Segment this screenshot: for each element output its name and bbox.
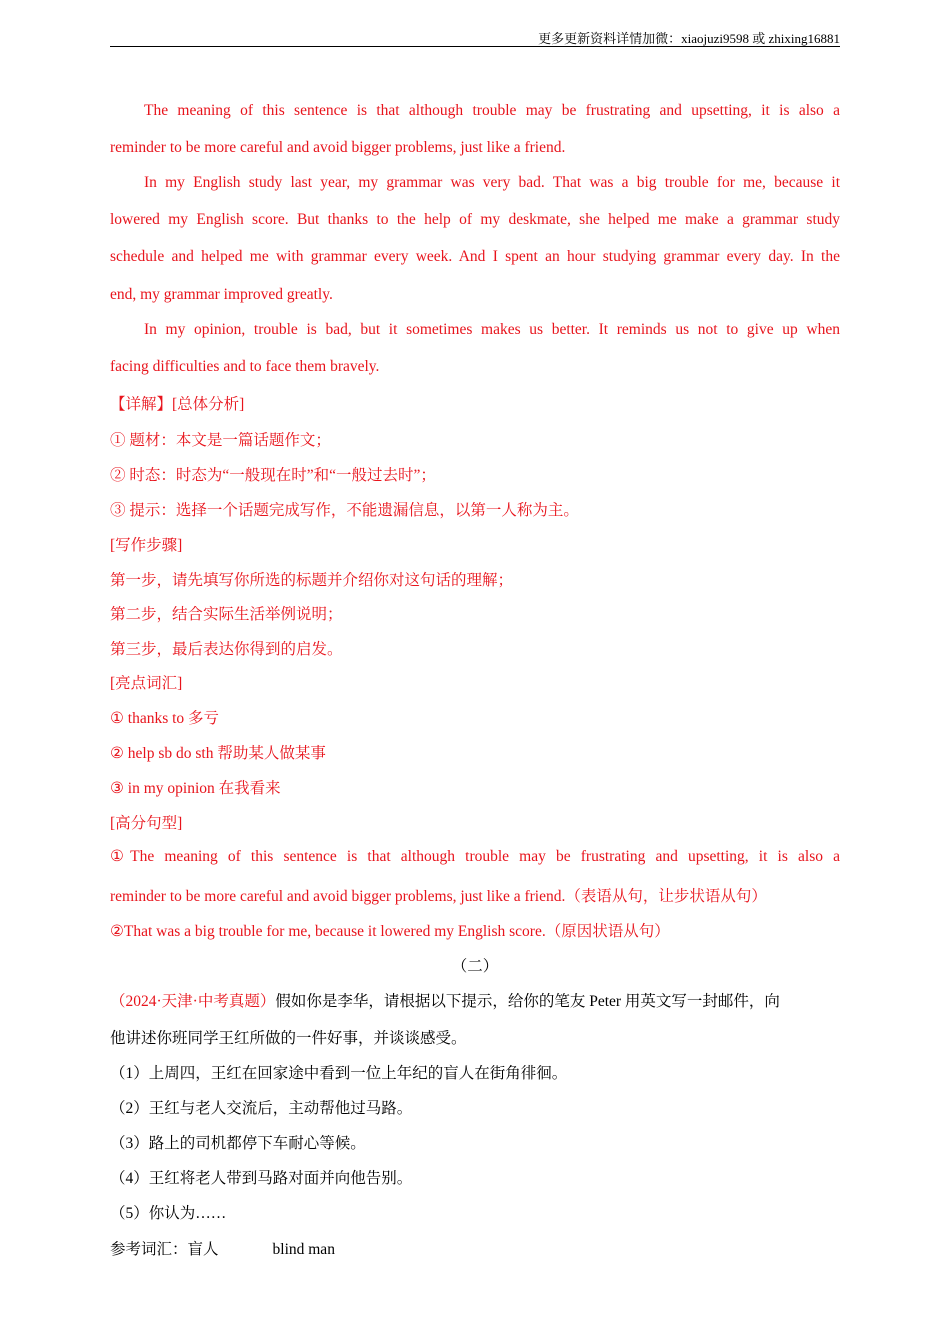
prompt-text: 假如你是李华，请根据以下提示，给你的笔友 Peter 用英文写一封邮件，向: [275, 993, 780, 1010]
vocab-heading: [亮点词汇]: [110, 675, 183, 692]
analysis-heading: 【详解】[总体分析]: [110, 396, 245, 413]
header-text: 更多更新资料详情加微：xiaojuzi9598 或 zhixing16881: [538, 31, 840, 46]
step-3: 第三步，最后表达你得到的启发。: [110, 641, 343, 658]
section-prompt-line1: [110, 989, 840, 1011]
prompt-item-2: （2）王红与老人交流后，主动帮他过马路。: [110, 1100, 413, 1117]
prompt-item-1: （1）上周四，王红在回家途中看到一位上年纪的盲人在街角徘徊。: [110, 1065, 568, 1082]
essay-p2-line3: schedule and helped me with grammar every week. And I spent an hour studying grammar every day. In the: [110, 248, 840, 265]
analysis-item-1: ① 题材：本文是一篇话题作文；: [110, 432, 331, 449]
sentences-heading: [高分句型]: [110, 815, 183, 832]
sentence-1-line1: ①The meaning of this sentence is that although trouble may be frustrating and upsetting, it is also a: [110, 848, 840, 865]
vocab-3: ③ in my opinion 在我看来: [110, 780, 281, 797]
page-header: [110, 28, 840, 47]
sentence-1-line2: reminder to be more careful and avoid bigger problems, just like a friend.（表语从句，让步状语从句）: [110, 888, 767, 905]
step-1: 第一步，请先填写你所选的标题并介绍你对这句话的理解；: [110, 572, 514, 589]
reference-word: blind man: [272, 1241, 335, 1258]
essay-p2-line4: end, my grammar improved greatly.: [110, 286, 333, 303]
essay-p3-line1: In my opinion, trouble is bad, but it sometimes makes us better. It reminds us not to give up when: [144, 321, 840, 338]
essay-p1-line2: reminder to be more careful and avoid bigger problems, just like a friend.: [110, 139, 566, 156]
step-2: 第二步，结合实际生活举例说明；: [110, 606, 343, 623]
essay-p2-line1: In my English study last year, my grammar was very bad. That was a big trouble for me, because it: [144, 174, 840, 191]
sentence-2: ②That was a big trouble for me, because it lowered my English score.（原因状语从句）: [110, 923, 670, 940]
vocab-2: ② help sb do sth 帮助某人做某事: [110, 745, 326, 762]
reference-vocab: [110, 1237, 840, 1259]
prompt-item-5: （5）你认为……: [110, 1205, 227, 1222]
section-prompt-line2: 他讲述你班同学王红所做的一件好事，并谈谈感受。: [110, 1030, 467, 1047]
source-label: （2024·天津·中考真题）: [110, 993, 276, 1010]
essay-p1-line1: The meaning of this sentence is that although trouble may be frustrating and upsetting, it is also a: [144, 102, 840, 119]
essay-p3-line2: facing difficulties and to face them bravely.: [110, 358, 380, 375]
essay-p2-line2: lowered my English score. But thanks to the help of my deskmate, she helped me make a grammar study: [110, 211, 840, 228]
prompt-item-3: （3）路上的司机都停下车耐心等候。: [110, 1135, 366, 1152]
analysis-item-3: ③ 提示：选择一个话题完成写作，不能遗漏信息，以第一人称为主。: [110, 502, 579, 519]
reference-label: 参考词汇：盲人: [110, 1241, 219, 1258]
vocab-1: ① thanks to 多亏: [110, 710, 220, 727]
steps-heading: [写作步骤]: [110, 537, 183, 554]
analysis-item-2: ② 时态：时态为“一般现在时”和“一般过去时”；: [110, 467, 436, 484]
prompt-item-4: （4）王红将老人带到马路对面并向他告别。: [110, 1170, 413, 1187]
section-title: （二）: [451, 958, 499, 975]
